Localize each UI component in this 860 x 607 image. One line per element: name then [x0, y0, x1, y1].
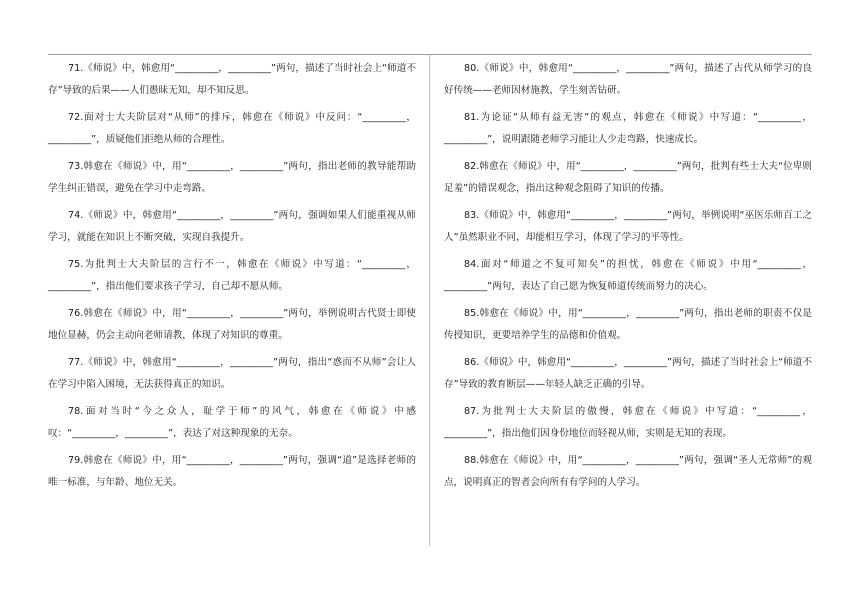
- question-79: 79.韩愈在《师说》中，用“_________，_________”两句，强调“道”是选择老师的唯一标准，与年龄、地位无关。: [48, 455, 416, 489]
- question-74: 74.《师说》中，韩愈用“_________，_________”两句，强调如果人们能重视从师学习，就能在知识上不断突破，实现自我提升。: [48, 210, 416, 244]
- question-81: 81.为论证“从师有益无害”的观点，韩愈在《师说》中写道：“_________，_________”，说明跟随老师学习能让人少走弯路，快速成长。: [444, 112, 812, 146]
- question-86: 86.《师说》中，韩愈用“_________，_________”两句，描述了当时社会上“师道不存”导致的教育断层——年轻人缺乏正确的引导。: [444, 357, 812, 391]
- right-column: [444, 58, 812, 499]
- question-76: 76.韩愈在《师说》中，用“_________，_________”两句，举例说明古代贤士即使地位显赫，仍会主动向老师请教，体现了对知识的尊重。: [48, 308, 416, 342]
- question-87: 87.为批判士大夫阶层的傲慢，韩愈在《师说》中写道：“_________，_________”，指出他们因身份地位而轻视从师，实则是无知的表现。: [444, 406, 812, 440]
- left-column: [48, 58, 416, 499]
- question-78: 78.面对当时“今之众人，耻学于师”的风气，韩愈在《师说》中感叹：“_________，_________”，表达了对这种现象的无奈。: [48, 406, 416, 440]
- header-rule: [48, 54, 812, 55]
- question-71: 71.《师说》中，韩愈用“_________，_________”两句，描述了当时社会上“师道不存”导致的后果——人们愚昧无知，却不知反思。: [48, 63, 416, 97]
- question-83: 83.《师说》中，韩愈用“_________，_________”两句，举例说明“巫医乐师百工之人”虽然职业不同，却能相互学习，体现了学习的平等性。: [444, 210, 812, 244]
- question-85: 85.韩愈在《师说》中，用“_________，_________”两句，指出老师的职责不仅是传授知识，更要培养学生的品德和价值观。: [444, 308, 812, 342]
- column-divider: [429, 54, 430, 546]
- question-88: 88.韩愈在《师说》中，用“_________，_________”两句，强调“圣人无常师”的观点，说明真正的智者会向所有有学问的人学习。: [444, 455, 812, 489]
- question-72: 72.面对士大夫阶层对“从师”的排斥，韩愈在《师说》中反问：“_________，_________”，质疑他们拒绝从师的合理性。: [48, 112, 416, 146]
- question-84: 84.面对“师道之不复可知矣”的担忧，韩愈在《师说》中用“_________，_________”两句，表达了自己愿为恢复师道传统而努力的决心。: [444, 259, 812, 293]
- question-82: 82.韩愈在《师说》中，用“_________，_________”两句，批判有些士大夫“位卑则足羞”的错误观念，指出这种观念阻碍了知识的传播。: [444, 161, 812, 195]
- question-75: 75.为批判士大夫阶层的言行不一，韩愈在《师说》中写道：“_________，_________”，指出他们要求孩子学习，自己却不愿从师。: [48, 259, 416, 293]
- question-80: 80.《师说》中，韩愈用“_________，_________”两句，描述了古代从师学习的良好传统——老师因材施教，学生刻苦钻研。: [444, 63, 812, 97]
- question-77: 77.《师说》中，韩愈用“_________，_________”两句，指出“惑而不从师”会让人在学习中陷入困境，无法获得真正的知识。: [48, 357, 416, 391]
- question-73: 73.韩愈在《师说》中，用“_________，_________”两句，指出老师的教导能帮助学生纠正错误，避免在学习中走弯路。: [48, 161, 416, 195]
